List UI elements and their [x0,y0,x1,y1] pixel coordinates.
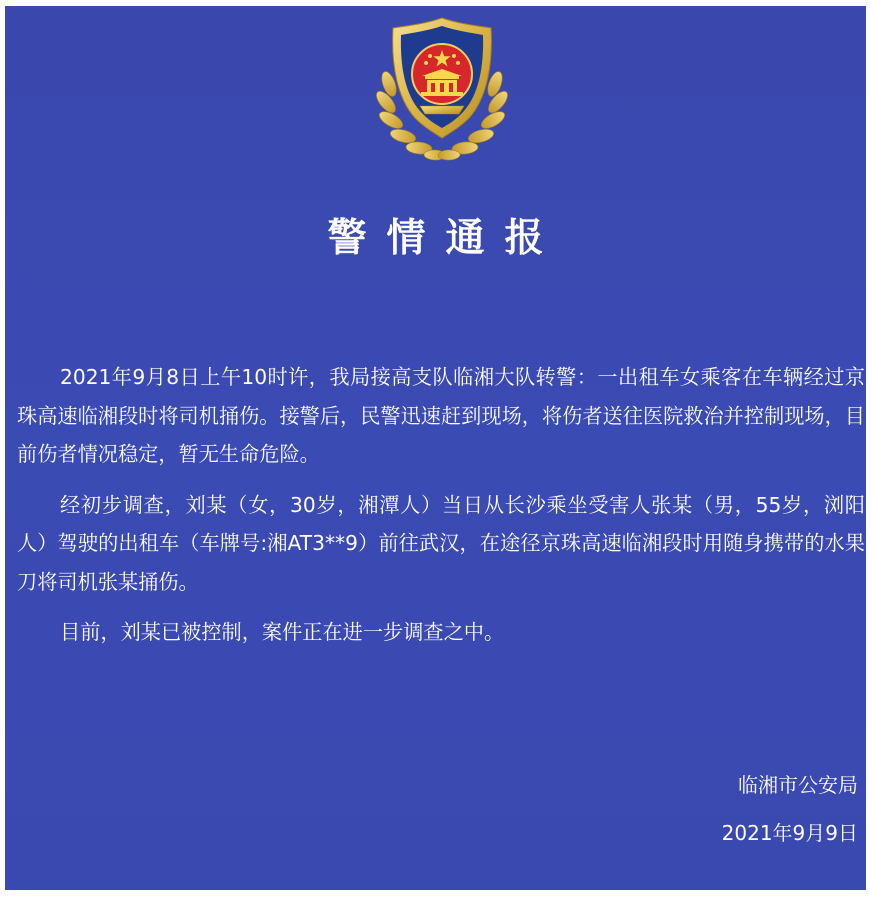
signature-date: 2021年9月9日 [721,821,858,845]
notice-body [17,358,865,664]
police-notice [5,6,866,890]
paragraph-investigation: 经初步调查，刘某（女，30岁，湘潭人）当日从长沙乘坐受害人张某（男，55岁，浏阳人）驾驶的出租车（车牌号:湘AT3**9）前往武汉，在途径京珠高速临湘段时用随身携带的水果刀将司机张某捅伤。 [17,492,865,594]
paragraph-status: 目前，刘某已被控制，案件正在进一步调查之中。 [60,620,505,644]
police-badge-icon [375,14,509,166]
paragraph-incident: 2021年9月8日上午10时许，我局接高支队临湘大队转警：一出租车女乘客在车辆经过京珠高速临湘段时将司机捅伤。接警后，民警迅速赶到现场，将伤者送往医院救治并控制现场，目前伤者情况稳定，暂无生命危险。 [17,365,865,466]
signature-organization: 临湘市公安局 [738,773,858,797]
notice-title: 警情通报 [327,216,564,261]
